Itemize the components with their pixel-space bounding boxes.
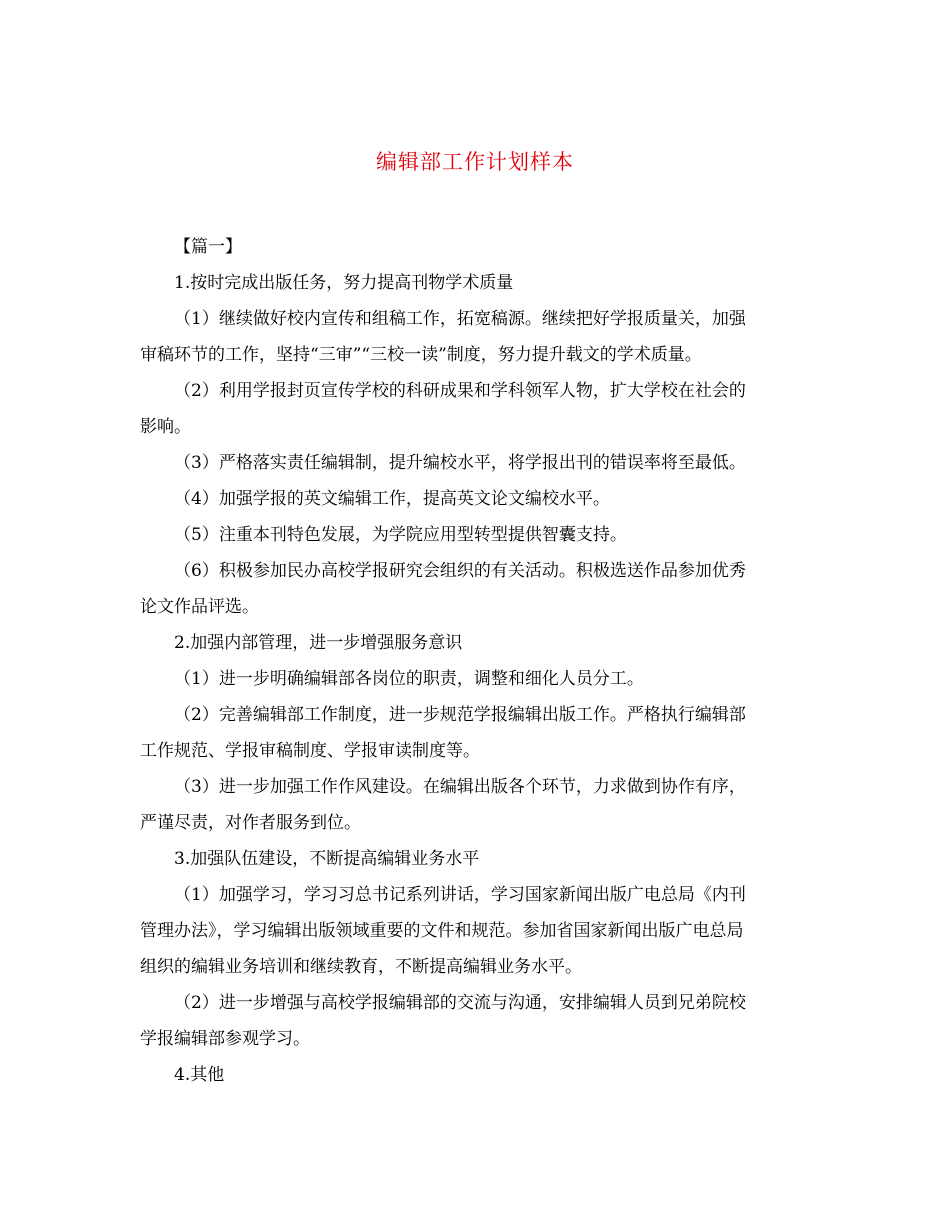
body-line: 管理办法》，学习编辑出版领域重要的文件和规范。参加省国家新闻出版广电总局 [140, 921, 744, 941]
body-line: （5）注重本刊特色发展，为学院应用型转型提供智囊支持。 [174, 525, 627, 545]
body-line: （1）继续做好校内宣传和组稿工作，拓宽稿源。继续把好学报质量关，加强 [174, 309, 746, 329]
body-line: （2）完善编辑部工作制度，进一步规范学报编辑出版工作。严格执行编辑部 [174, 705, 746, 725]
body-line: （6）积极参加民办高校学报研究会组织的有关活动。积极选送作品参加优秀 [174, 561, 746, 581]
body-line: （3）进一步加强工作作风建设。在编辑出版各个环节，力求做到协作有序， [174, 777, 746, 797]
body-line: 论文作品评选。 [140, 597, 259, 617]
document-title: 编辑部工作计划样本 [376, 150, 574, 174]
body-line: 3.加强队伍建设，不断提高编辑业务水平 [174, 849, 480, 869]
body-line: （2）进一步增强与高校学报编辑部的交流与沟通，安排编辑人员到兄弟院校 [174, 993, 746, 1013]
body-line: （1）进一步明确编辑部各岗位的职责，调整和细化人员分工。 [174, 669, 644, 689]
body-line: 影响。 [140, 417, 191, 437]
body-line: （1）加强学习，学习习总书记系列讲话，学习国家新闻出版广电总局《内刊 [174, 885, 746, 905]
body-line: 学报编辑部参观学习。 [140, 1029, 310, 1049]
body-line: 审稿环节的工作，坚持“三审”“三校一读”制度，努力提升载文的学术质量。 [140, 345, 702, 365]
body-line: （3）严格落实责任编辑制，提升编校水平，将学报出刊的错误率将至最低。 [174, 453, 746, 473]
body-line: 严谨尽责，对作者服务到位。 [140, 813, 361, 833]
body-line: 【篇一】 [174, 237, 242, 257]
body-line: 2.加强内部管理，进一步增强服务意识 [174, 633, 463, 653]
body-line: 4.其他 [174, 1065, 225, 1085]
document-body [140, 229, 810, 1093]
body-line: （2）利用学报封页宣传学校的科研成果和学科领军人物，扩大学校在社会的 [174, 381, 746, 401]
body-line: （4）加强学报的英文编辑工作，提高英文论文编校水平。 [174, 489, 610, 509]
body-line: 1.按时完成出版任务，努力提高刊物学术质量 [174, 273, 514, 293]
body-line: 工作规范、学报审稿制度、学报审读制度等。 [140, 741, 480, 761]
body-line: 组织的编辑业务培训和继续教育，不断提高编辑业务水平。 [140, 957, 582, 977]
